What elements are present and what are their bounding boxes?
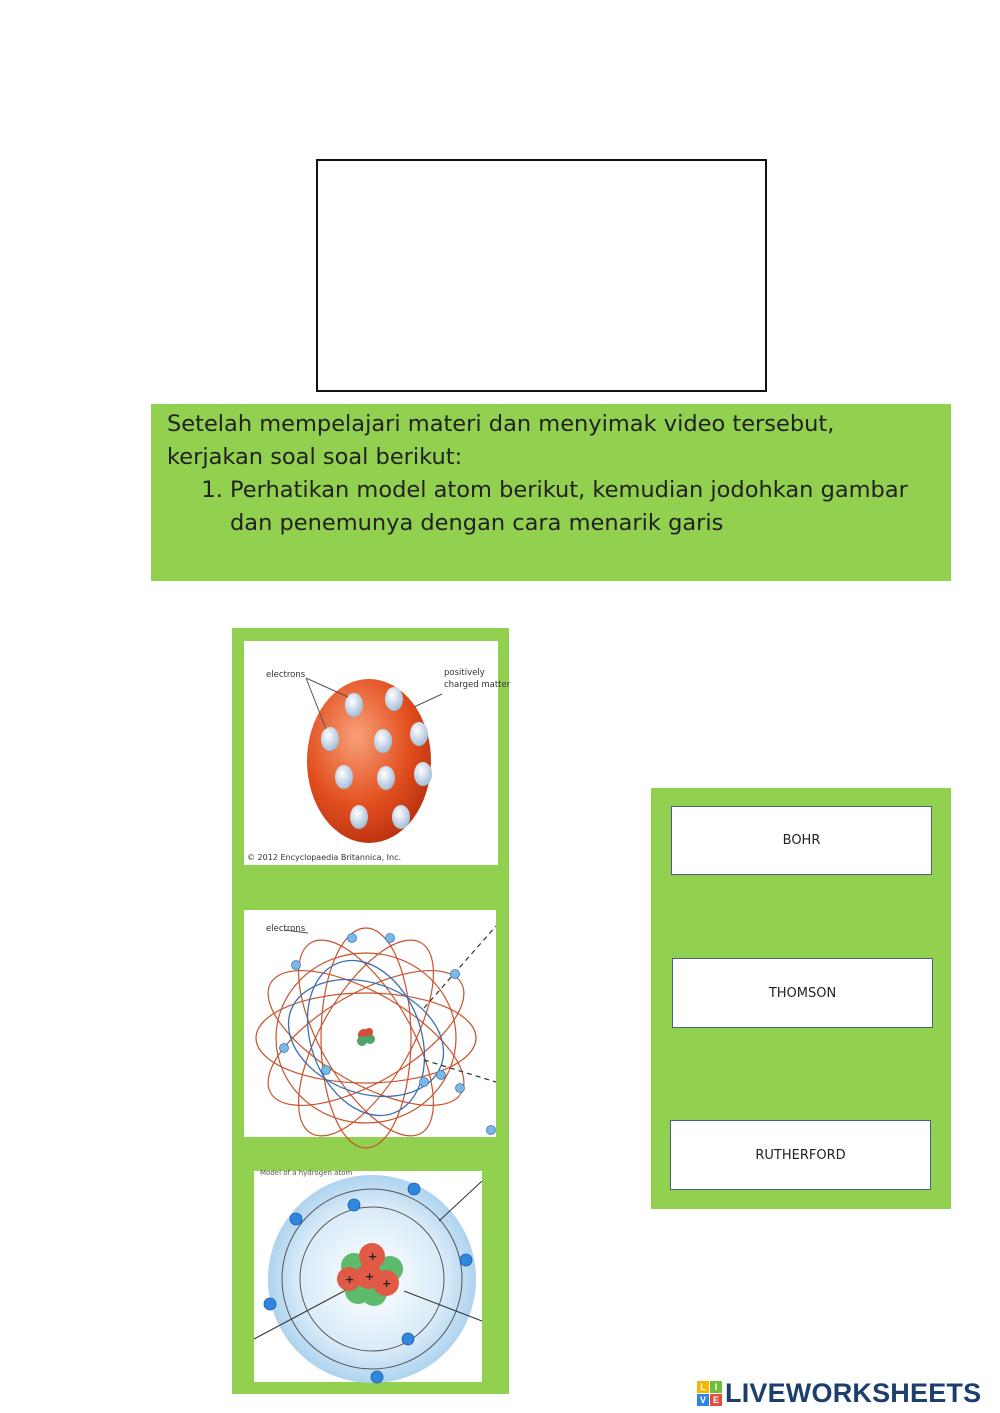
instructions-banner	[151, 404, 951, 581]
logo-tiles-icon: L I V E	[697, 1381, 722, 1406]
video-placeholder[interactable]	[316, 159, 767, 392]
svg-text:+: +	[382, 1277, 392, 1290]
instructions-intro: Setelah mempelajari materi dan menyimak video tersebut, kerjakan soal soal berikut:	[167, 411, 835, 470]
label-electrons-2: electrons	[266, 924, 306, 934]
nucleus	[357, 1028, 375, 1046]
atom-images-panel	[232, 628, 509, 1394]
svg-text:+: +	[345, 1273, 355, 1286]
label-bohr-top: Model of a hydrogen atom	[260, 1169, 353, 1177]
label-charged-matter: charged matter	[444, 680, 511, 690]
liveworksheets-logo	[697, 1378, 981, 1408]
atom-image-bohr[interactable]	[254, 1171, 482, 1382]
svg-text:+: +	[368, 1250, 378, 1263]
question-list	[167, 474, 935, 540]
name-box-bohr[interactable]: BOHR	[671, 806, 932, 875]
name-box-rutherford[interactable]: RUTHERFORD	[670, 1120, 931, 1190]
scientist-names-panel	[651, 788, 951, 1209]
name-box-thomson[interactable]: THOMSON	[672, 958, 933, 1028]
logo-text: LIVEWORKSHEETS	[725, 1377, 982, 1408]
label-positive: positively	[444, 668, 485, 678]
question-1: 1. Perhatikan model atom berikut, kemudian jodohkan gambar dan penemunya dengan cara menarik garis	[230, 474, 935, 540]
label-electrons: electrons	[266, 670, 306, 680]
atom-image-thomson[interactable]	[244, 641, 511, 865]
image-credit: © 2012 Encyclopaedia Britannica, Inc.	[247, 853, 402, 862]
positive-sphere	[307, 679, 431, 843]
atom-image-rutherford[interactable]	[244, 910, 496, 1137]
svg-text:+: +	[365, 1270, 375, 1283]
